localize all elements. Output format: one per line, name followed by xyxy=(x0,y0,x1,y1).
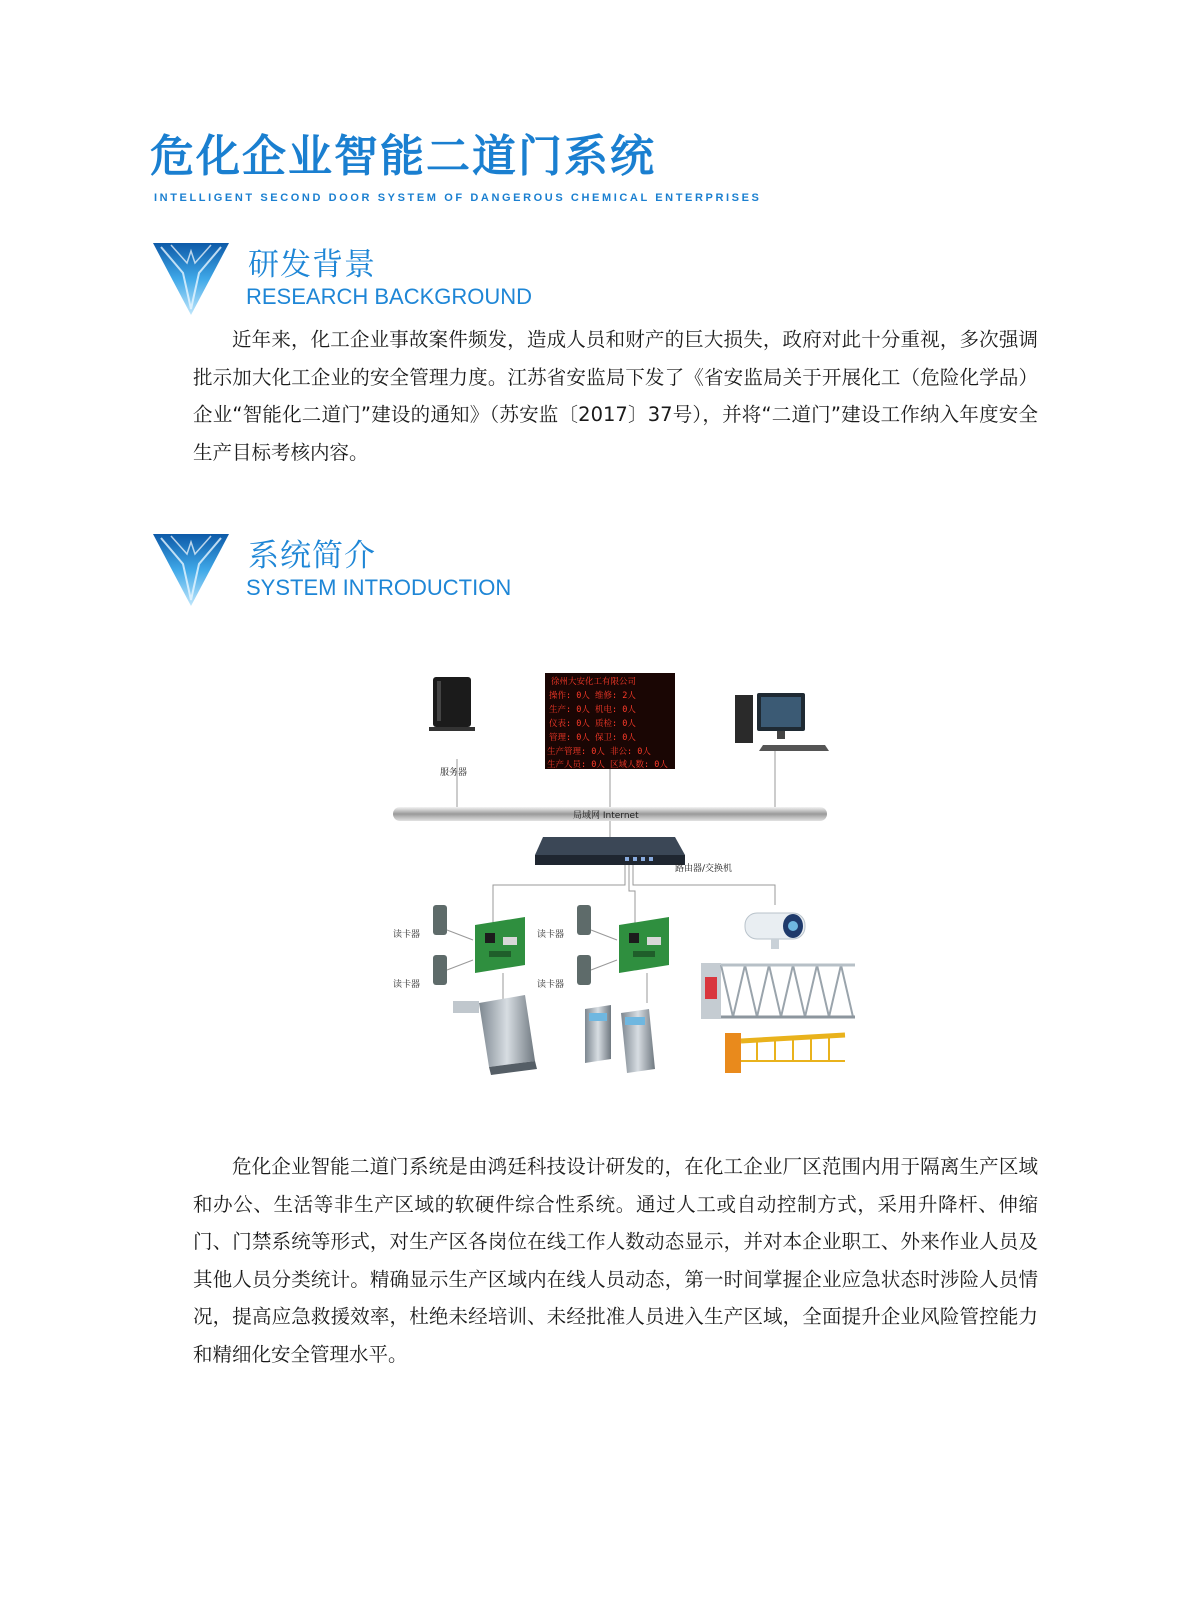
led-line: 生产管理: 0人 非公: 0人 xyxy=(547,747,651,757)
page-title: 危化企业智能二道门系统 xyxy=(150,131,656,182)
led-display-board xyxy=(545,673,675,770)
reader-label: 读卡器 xyxy=(537,930,565,940)
barrier-gate-icon xyxy=(725,1033,845,1073)
server-label: 服务器 xyxy=(440,768,468,778)
section-header-research xyxy=(153,243,653,323)
section-title-cn: 研发背景 xyxy=(248,247,376,283)
triangle-emblem-icon xyxy=(153,534,229,606)
card-reader-icon xyxy=(577,905,591,935)
card-reader-icon xyxy=(433,955,447,985)
led-line: 操作: 0人 维修: 2人 xyxy=(549,691,636,701)
led-line: 徐州大安化工有限公司 xyxy=(551,677,637,687)
reader-label: 读卡器 xyxy=(393,930,421,940)
card-reader-icon xyxy=(577,955,591,985)
card-reader-icon xyxy=(433,905,447,935)
section-header-introduction xyxy=(153,534,653,614)
speed-gate-icon xyxy=(585,1005,655,1073)
page-subtitle: INTELLIGENT SECOND DOOR SYSTEM OF DANGEROUS CHEMICAL ENTERPRISES xyxy=(154,192,762,204)
security-camera-icon xyxy=(745,913,805,949)
router-label: 路由器/交换机 xyxy=(675,864,733,874)
controller-board-icon xyxy=(619,917,669,973)
led-line: 生产人员: 0人 区域人数: 0人 xyxy=(547,760,668,770)
system-architecture-diagram xyxy=(385,665,865,1085)
retractable-gate-icon xyxy=(701,963,855,1019)
network-label: 局域网 Internet xyxy=(573,811,639,821)
controller-board-icon xyxy=(475,917,525,973)
desktop-computer-icon xyxy=(735,693,829,751)
research-paragraph: 近年来，化工企业事故案件频发，造成人员和财产的巨大损失，政府对此十分重视，多次强调批示加大化工企业的安全管理力度。江苏省安监局下发了《省安监局关于开展化工（危险化学品）企业“智能化二道门”建设的通知》（苏安监〔2017〕37号），并将“二道门”建设工作纳入年度安全生产目标考核内容。 xyxy=(193,328,1038,464)
led-line: 仪表: 0人 质检: 0人 xyxy=(549,719,636,729)
reader-label: 读卡器 xyxy=(537,980,565,990)
led-line: 管理: 0人 保卫: 0人 xyxy=(549,733,636,743)
router-switch-icon xyxy=(535,837,685,865)
led-line: 生产: 0人 机电: 0人 xyxy=(549,705,636,715)
triangle-emblem-icon xyxy=(153,243,229,315)
server-icon xyxy=(429,677,475,731)
reader-label: 读卡器 xyxy=(393,980,421,990)
introduction-paragraph: 危化企业智能二道门系统是由鸿廷科技设计研发的，在化工企业厂区范围内用于隔离生产区域和办公、生活等非生产区域的软硬件综合性系统。通过人工或自动控制方式，采用升降杆、伸缩门、门禁系统等形式，对生产区各岗位在线工作人数动态显示，并对本企业职工、外来作业人员及其他人员分类统计。精确显示生产区域内在线人员动态，第一时间掌握企业应急状态时涉险人员情况，提高应急救援效率，杜绝未经培训、未经批准人员进入生产区域，全面提升企业风险管控能力和精细化安全管理水平。 xyxy=(193,1155,1038,1366)
section-title-cn: 系统简介 xyxy=(248,538,376,574)
section-title-en: SYSTEM INTRODUCTION xyxy=(246,575,512,600)
turnstile-icon xyxy=(453,995,537,1075)
section-title-en: RESEARCH BACKGROUND xyxy=(246,284,533,309)
